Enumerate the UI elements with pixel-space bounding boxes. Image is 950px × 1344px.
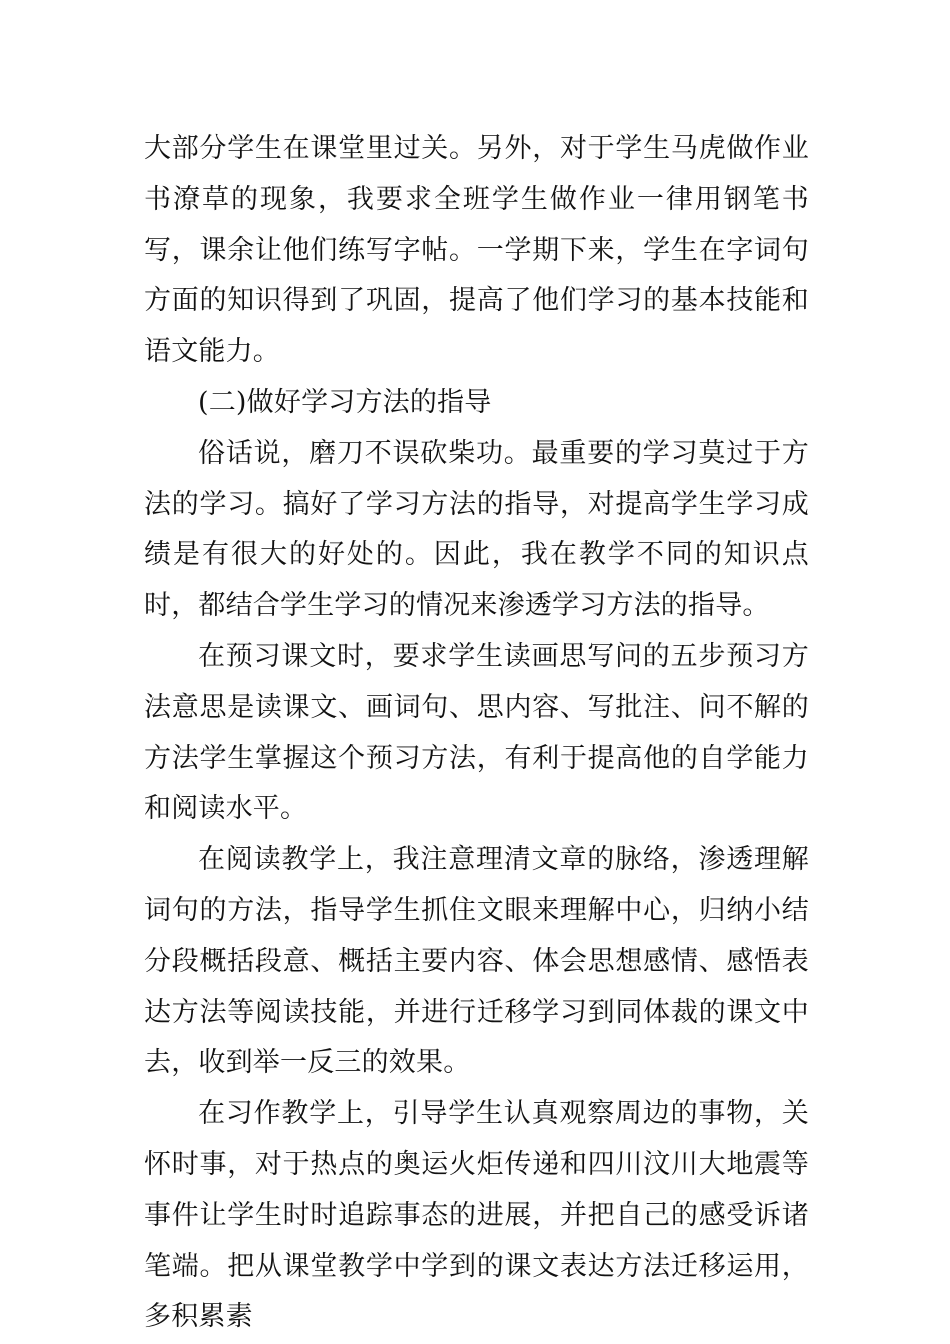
paragraph-4: 在阅读教学上，我注意理清文章的脉络，渗透理解词句的方法，指导学生抓住文眼来理解中心，归纳小结分段概括段意、概括主要内容、体会思想感情、感悟表达方法等阅读技能，并进行迁移学习到同体裁的课文中去，收到举一反三的效果。 [144,844,809,1079]
paragraph-1: 大部分学生在课堂里过关。另外，对于学生马虎做作业书潦草的现象，我要求全班学生做作业一律用钢笔书写，课余让他们练写字帖。一学期下来，学生在字词句方面的知识得到了巩固，提高了他们学习的基本技能和语文能力。 [144,133,809,368]
paragraph-3: 在预习课文时，要求学生读画思写问的五步预习方法意思是读课文、画词句、思内容、写批注、问不解的方法学生掌握这个预习方法，有利于提高他的自学能力和阅读水平。 [144,640,809,825]
section-heading: (二)做好学习方法的指导 [198,386,492,418]
body-text [144,124,809,1343]
paragraph-5: 在习作教学上，引导学生认真观察周边的事物，关怀时事，对于热点的奥运火炬传递和四川汶川大地震等事件让学生时时追踪事态的进展，并把自己的感受诉诸笔端。把从课堂教学中学到的课文表达方法迁移运用，多积累素 [144,1098,809,1333]
paragraph-2: 俗话说，磨刀不误砍柴功。最重要的学习莫过于方法的学习。搞好了学习方法的指导，对提高学生学习成绩是有很大的好处的。因此，我在教学不同的知识点时，都结合学生学习的情况来渗透学习方法的指导。 [144,437,809,622]
